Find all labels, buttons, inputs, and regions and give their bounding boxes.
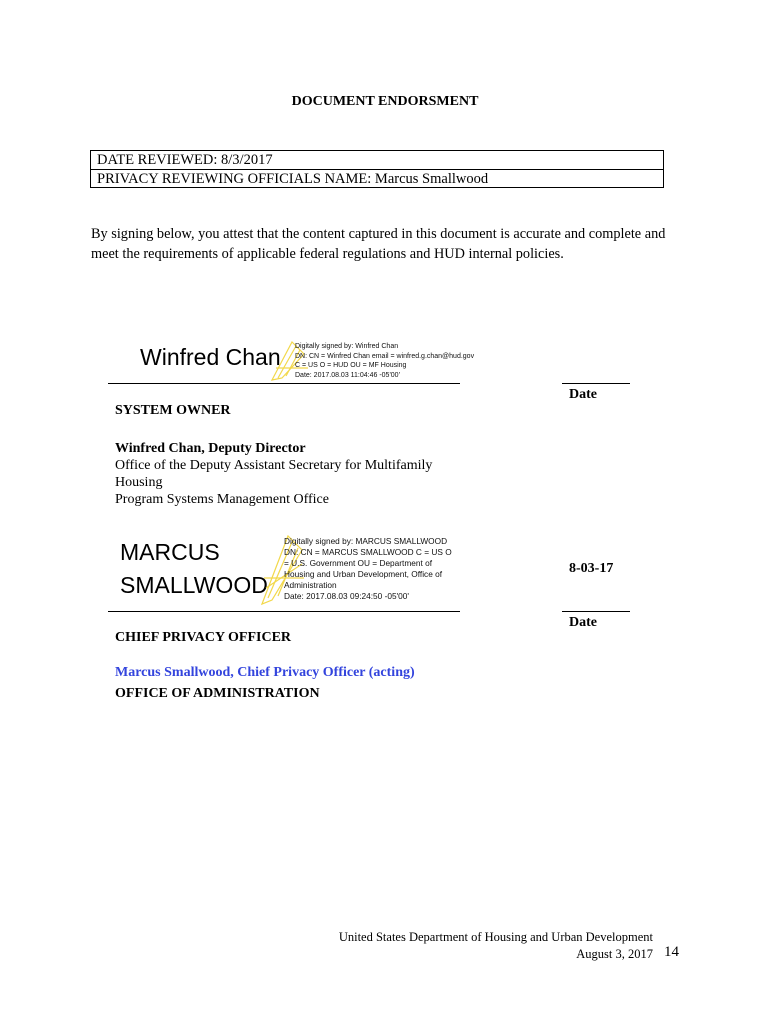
attestation-paragraph: By signing below, you attest that the content captured in this document is accurate and complete and meet the requirements of applicable federal regulations and HUD internal policies. <box>91 226 666 262</box>
digital-signature-line: DN: CN = MARCUS SMALLWOOD C = US O <box>284 547 452 557</box>
signed-date-2: 8-03-17 <box>569 561 614 576</box>
signature-marcus-smallwood <box>120 536 268 602</box>
digital-signature-line: DN: CN = Winfred Chan email = winfred.g.chan@hud.gov <box>295 352 475 360</box>
digital-signature-details-2 <box>284 536 469 602</box>
signature-line-text: MARCUS <box>120 539 220 565</box>
office-line: Housing <box>115 475 163 490</box>
digital-signature-line: Digitally signed by: MARCUS SMALLWOOD <box>284 536 448 546</box>
role-chief-privacy-officer: CHIEF PRIVACY OFFICER <box>115 630 292 645</box>
digital-signature-line: Date: 2017.08.03 11:04:46 -05'00' <box>295 371 400 379</box>
office-line: Office of the Deputy Assistant Secretary for Multifamily <box>115 458 433 473</box>
document-title: DOCUMENT ENDORSMENT <box>291 94 479 109</box>
date-line-2 <box>562 611 630 612</box>
office-of-administration: OFFICE OF ADMINISTRATION <box>115 686 320 701</box>
office-line: Program Systems Management Office <box>115 492 329 507</box>
digital-signature-line: Digitally signed by: Winfred Chan <box>295 343 399 350</box>
date-label-2: Date <box>569 615 597 630</box>
signature-line-2 <box>108 611 460 612</box>
footer-agency: United States Department of Housing and Urban Development <box>338 930 653 944</box>
page-number: 14 <box>664 944 679 960</box>
signer-name-2: Marcus Smallwood, Chief Privacy Officer (acting) <box>115 665 415 680</box>
signature-line-text: SMALLWOOD <box>120 572 268 598</box>
digital-signature-line: Administration <box>284 580 337 590</box>
signature-winfred-chan: Winfred Chan <box>140 344 281 370</box>
digital-signature-line: C = US O = HUD OU = MF Housing <box>295 362 407 369</box>
digital-signature-details-1 <box>295 342 495 380</box>
digital-signature-line: Housing and Urban Development, Office of <box>284 569 443 579</box>
date-label-1: Date <box>569 387 597 402</box>
date-line-1 <box>562 383 630 384</box>
signature-line-1 <box>108 383 460 384</box>
signer-name-1: Winfred Chan, Deputy Director <box>115 441 306 456</box>
reviewing-official-row: PRIVACY REVIEWING OFFICIALS NAME: Marcus Smallwood <box>91 169 663 188</box>
digital-signature-line: Date: 2017.08.03 09:24:50 -05'00' <box>284 591 409 601</box>
date-reviewed-row: DATE REVIEWED: 8/3/2017 <box>97 152 273 168</box>
role-system-owner: SYSTEM OWNER <box>115 403 231 418</box>
review-info-table <box>90 150 664 188</box>
footer <box>300 929 653 963</box>
footer-date: August 3, 2017 <box>576 947 653 961</box>
digital-signature-line: = U.S. Government OU = Department of <box>284 558 433 568</box>
signer-office-1 <box>115 457 455 508</box>
